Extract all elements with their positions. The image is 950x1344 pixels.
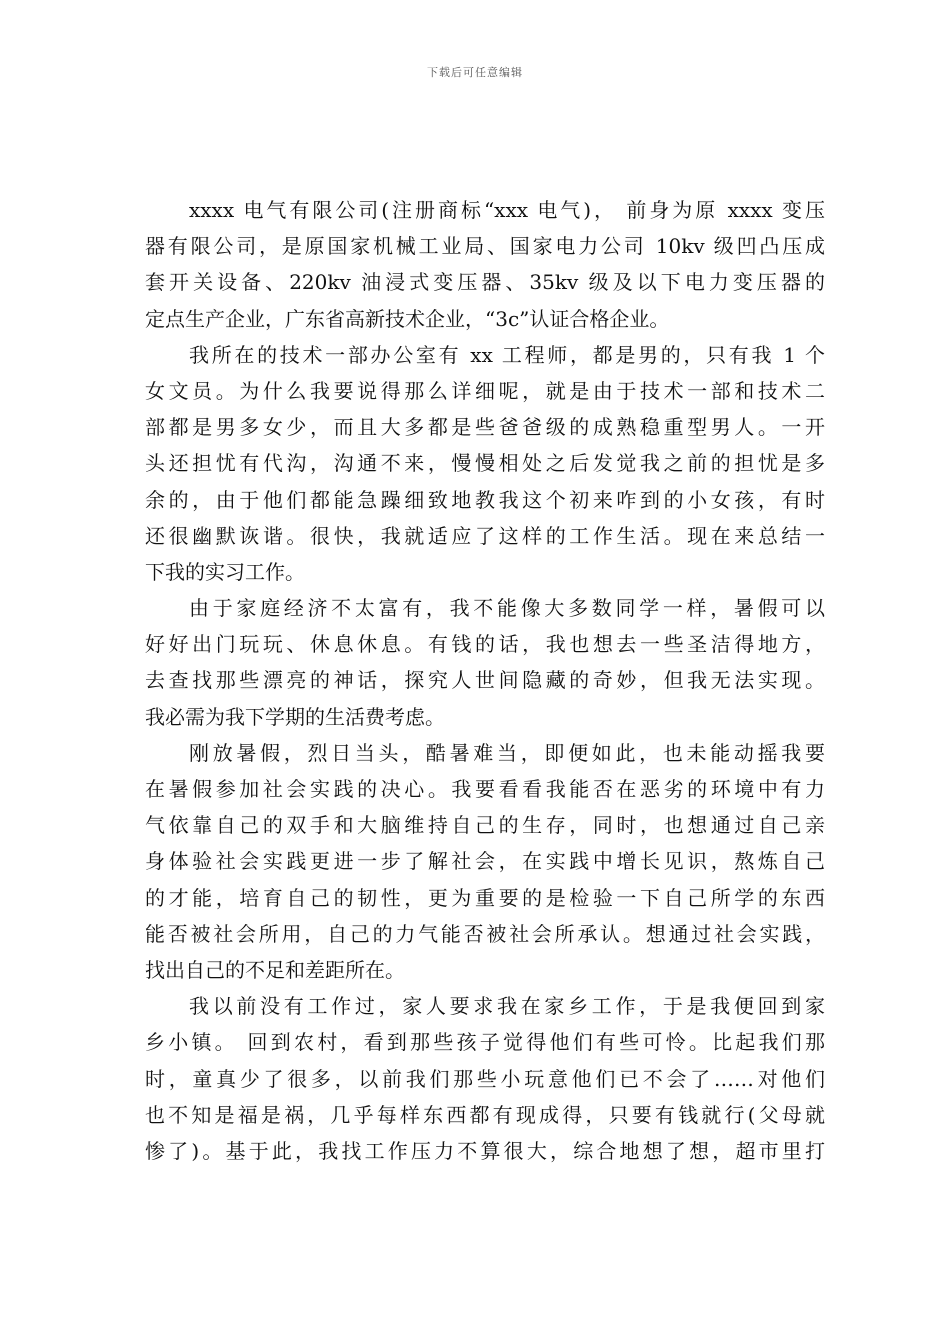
text-line: 余的，由于他们都能急躁细致地教我这个初来咋到的小女孩，有时 [145, 487, 825, 512]
text-line: 套开关设备、220kv 油浸式变压器、35kv 级及以下电力变压器的 [145, 270, 825, 295]
text-line: 由于家庭经济不太富有，我不能像大多数同学一样，暑假可以 [189, 596, 825, 621]
text-line: 乡小镇。 回到农村，看到那些孩子觉得他们有些可怜。比起我们那 [145, 1030, 825, 1055]
text-line: 的才能，培育自己的韧性，更为重要的是检验一下自己所学的东西 [145, 885, 825, 910]
text-line: 找出自己的不足和差距所在。 [145, 957, 405, 982]
text-line: xxxx 电气有限公司(注册商标“xxx 电气)， 前身为原 xxxx 变压 [189, 198, 825, 222]
text-line: 头还担忧有代沟，沟通不来，慢慢相处之后发觉我之前的担忧是多 [145, 451, 825, 476]
text-line: 刚放暑假，烈日当头，酷暑难当，即便如此，也未能动摇我要 [189, 740, 825, 765]
text-line: 下我的实习工作。 [145, 559, 305, 584]
paragraph-5 [145, 988, 825, 1169]
text-line: 也不知是福是祸，几乎每样东西都有现成得，只要有钱就行(父母就 [145, 1102, 825, 1127]
text-line: 好好出门玩玩、休息休息。有钱的话，我也想去一些圣洁得地方， [145, 632, 825, 657]
text-line: 我必需为我下学期的生活费考虑。 [145, 704, 445, 729]
paragraph-2 [145, 337, 825, 590]
text-line: 部都是男多女少，而且大多都是些爸爸级的成熟稳重型男人。一开 [145, 415, 825, 440]
text-line: 去查找那些漂亮的神话，探究人世间隐藏的奇妙，但我无法实现。 [145, 668, 825, 693]
text-line: 女文员。为什么我要说得那么详细呢，就是由于技术一部和技术二 [145, 378, 825, 403]
page-header: 下载后可任意编辑 [427, 66, 523, 79]
text-line: 我所在的技术一部办公室有 xx 工程师，都是男的，只有我 1 个 [189, 342, 825, 367]
paragraph-4 [145, 735, 825, 988]
text-line: 器有限公司，是原国家机械工业局、国家电力公司 10kv 级凹凸压成 [145, 234, 825, 259]
paragraph-3 [145, 590, 825, 735]
text-line: 惨了)。基于此，我找工作压力不算很大，综合地想了想，超市里打 [145, 1138, 825, 1163]
text-line: 我以前没有工作过，家人要求我在家乡工作，于是我便回到家 [189, 994, 825, 1019]
text-line: 能否被社会所用，自己的力气能否被社会所承认。想通过社会实践， [145, 921, 825, 946]
document-body [145, 192, 825, 1169]
paragraph-1 [145, 192, 825, 337]
text-line: 还很幽默诙谐。很快，我就适应了这样的工作生活。现在来总结一 [145, 523, 825, 548]
text-line: 时，童真少了很多，以前我们那些小玩意他们已不会了……对他们 [145, 1066, 825, 1091]
text-line: 气依靠自己的双手和大脑维持自己的生存，同时，也想通过自己亲 [145, 813, 825, 838]
text-line: 在暑假参加社会实践的决心。我要看看我能否在恶劣的环境中有力 [145, 777, 825, 801]
text-line: 身体验社会实践更进一步了解社会，在实践中增长见识，熬炼自己 [145, 849, 825, 874]
text-line: 定点生产企业，广东省高新技术企业，“3c”认证合格企业。 [145, 306, 670, 331]
